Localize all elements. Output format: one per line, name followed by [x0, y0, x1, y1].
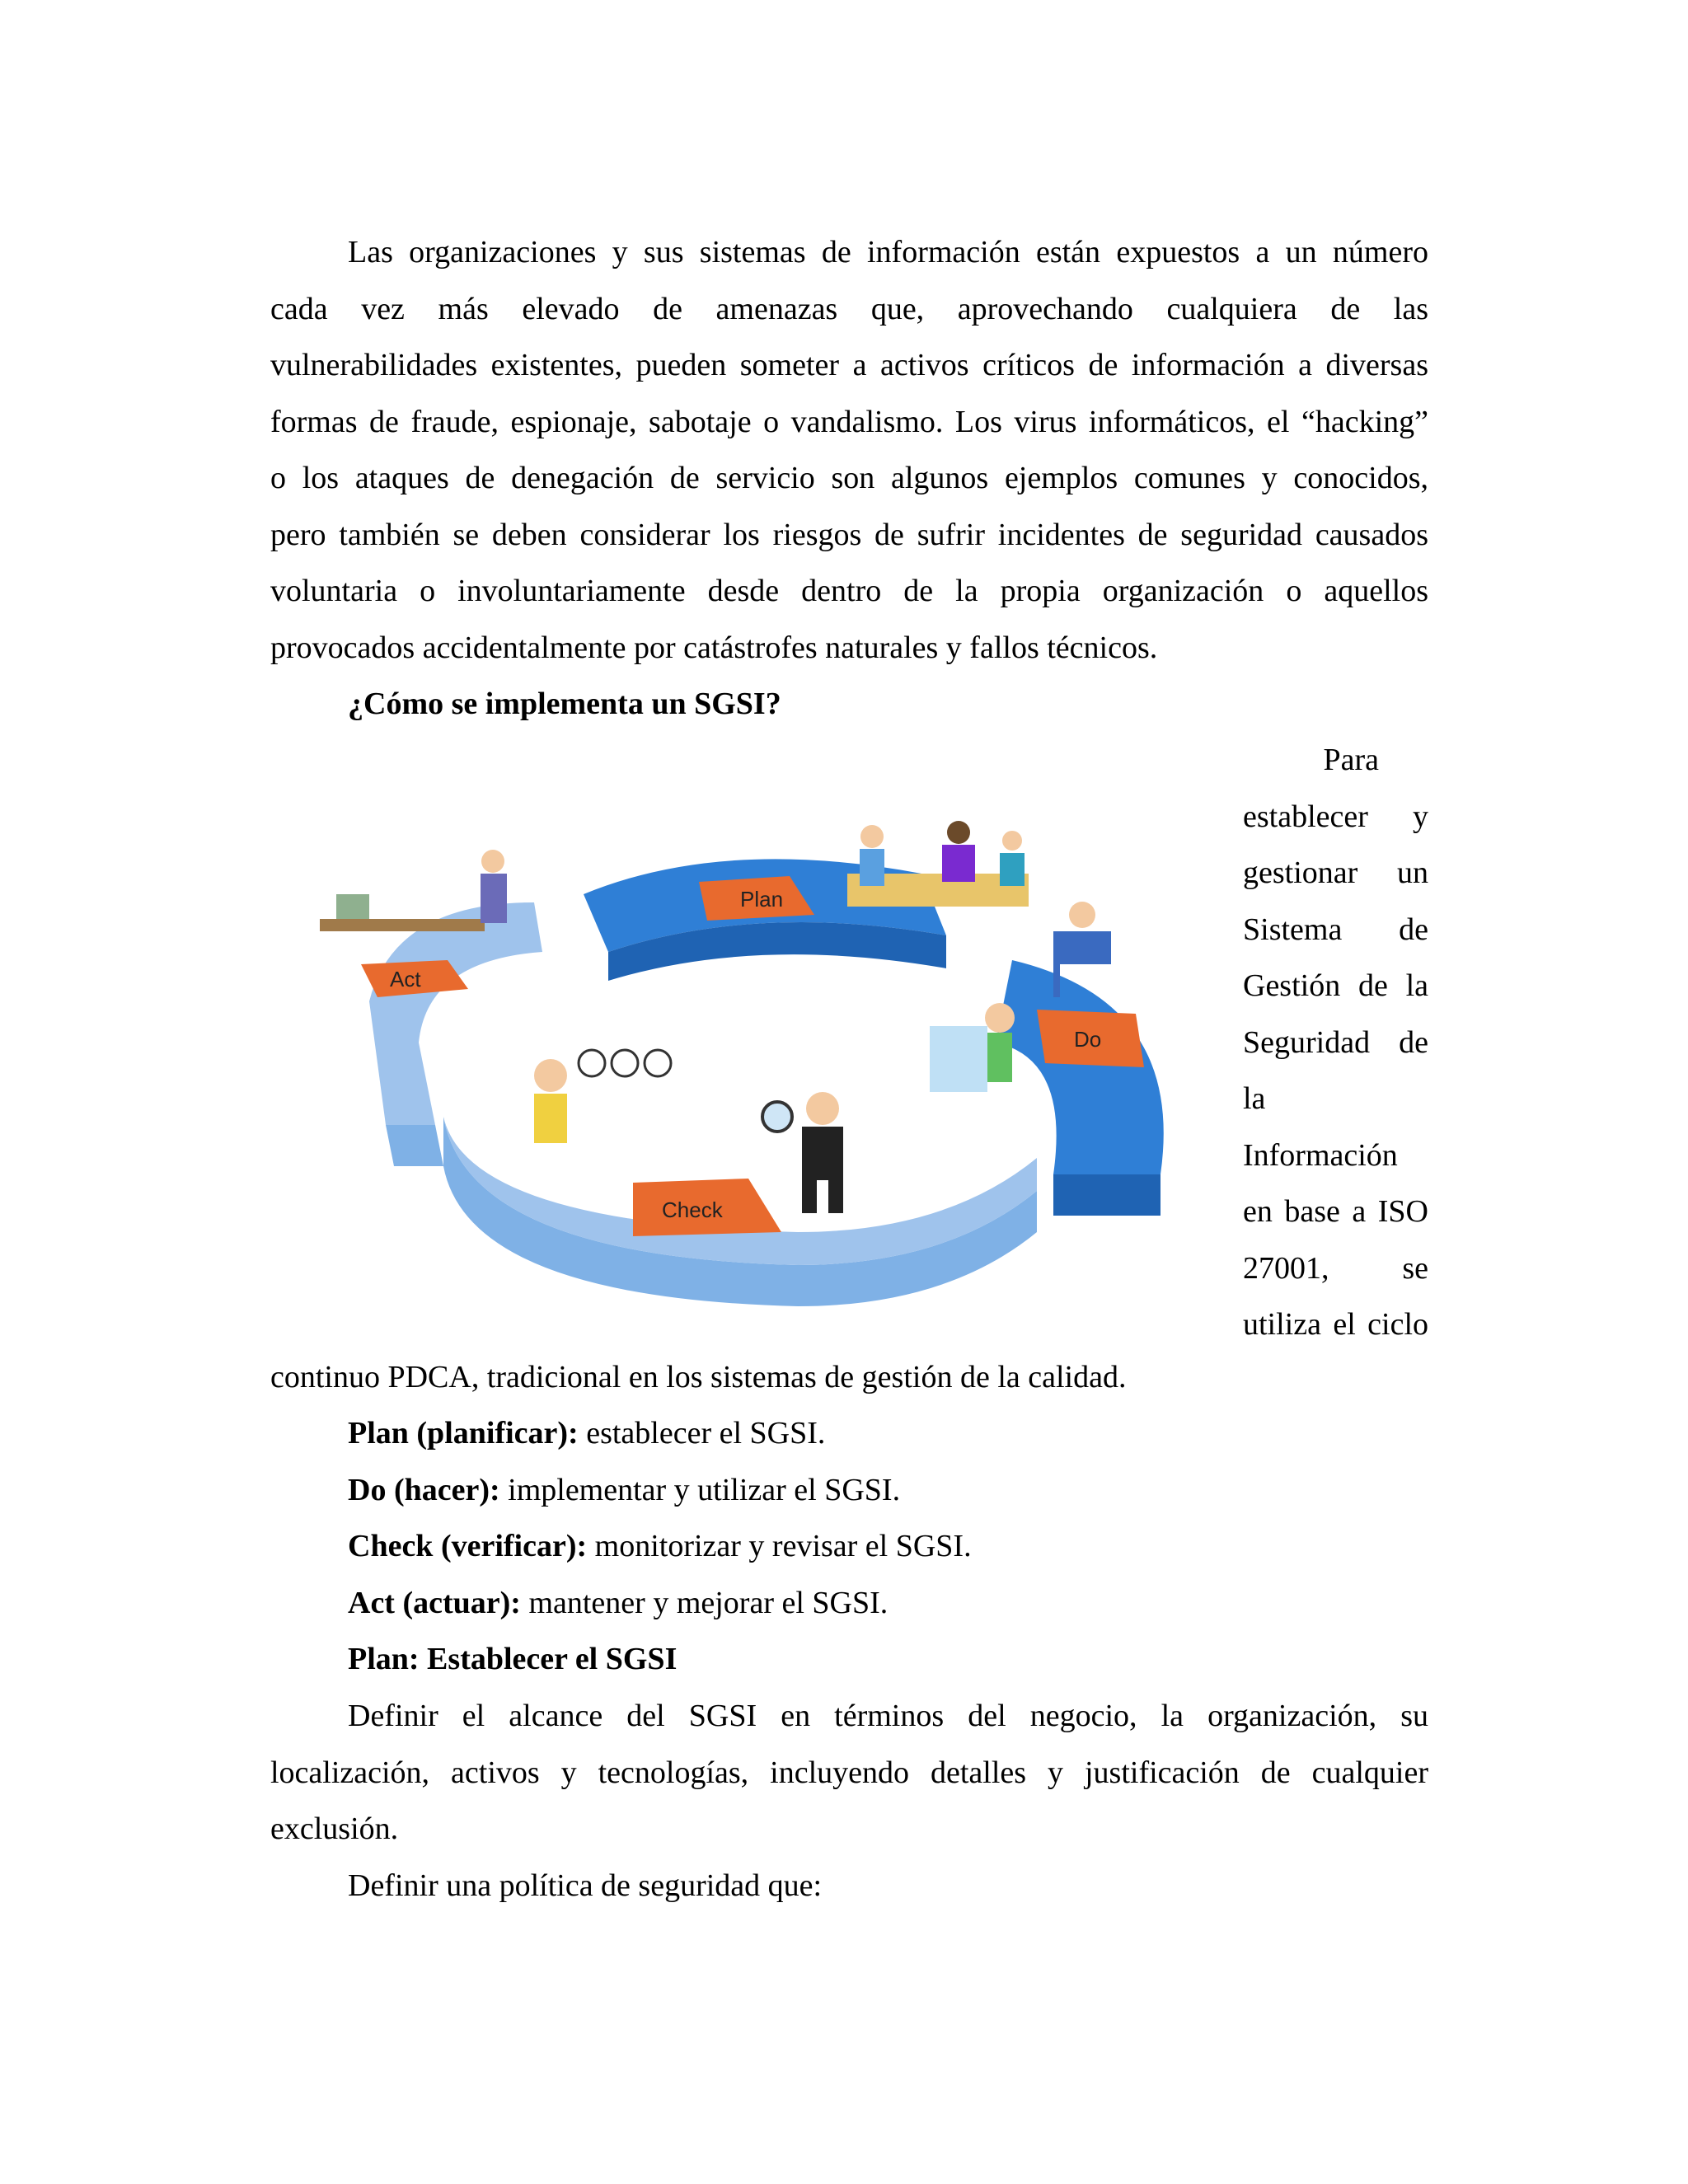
- text-line: gestionar un: [1243, 855, 1428, 890]
- list-desc: mantener y mejorar el SGSI.: [520, 1585, 889, 1620]
- act-label: Act: [390, 967, 421, 991]
- list-item: [270, 1462, 1428, 1519]
- text-line: cada vez más elevado de amenazas que, aprovechando cualquiera de las: [270, 291, 1428, 326]
- text-line: localización, activos y tecnologías, incluyendo detalles y justificación de cualquier: [270, 1755, 1428, 1790]
- list-desc: implementar y utilizar el SGSI.: [499, 1472, 901, 1507]
- list-desc: monitorizar y revisar el SGSI.: [587, 1529, 972, 1563]
- continuation-line: continuo PDCA, tradicional en los sistemas de gestión de la calidad.: [270, 1360, 1127, 1394]
- list-term: Do (hacer):: [348, 1472, 500, 1507]
- text-line: Información: [1243, 1137, 1398, 1173]
- list-term: Check (verificar):: [348, 1529, 588, 1563]
- policy-paragraph: Definir una política de seguridad que:: [348, 1868, 823, 1903]
- pdca-definitions-list: [270, 1405, 1428, 1631]
- list-term: Plan (planificar):: [348, 1416, 579, 1451]
- list-item: [270, 1518, 1428, 1575]
- text-line: Definir el alcance del SGSI en términos del negocio, la organización, su: [348, 1699, 1428, 1733]
- intro-paragraph: [270, 224, 1428, 676]
- text-line: o los ataques de denegación de servicio son algunos ejemplos comunes y conocidos,: [270, 461, 1428, 495]
- heading-how-text: ¿Cómo se implementa un SGSI?: [348, 687, 781, 721]
- text-line: pero también se deben considerar los riesgos de sufrir incidentes de seguridad causados: [270, 517, 1428, 552]
- text-line: provocados accidentalmente por catástrofes naturales y fallos técnicos.: [270, 630, 1158, 665]
- section-heading: [270, 676, 1428, 733]
- check-label: Check: [662, 1197, 723, 1222]
- text-line: exclusión.: [270, 1811, 399, 1846]
- text-line: Sistema de: [1243, 912, 1428, 947]
- plan-heading-text: Plan: Establecer el SGSI: [348, 1642, 678, 1676]
- text-line: Para: [1323, 743, 1379, 777]
- plan-label: Plan: [740, 887, 784, 912]
- text-line: formas de fraude, espionaje, sabotaje o vandalismo. Los virus informáticos, el “hacking”: [270, 404, 1428, 439]
- list-desc: establecer el SGSI.: [578, 1416, 826, 1451]
- do-label-box: [1037, 1010, 1144, 1067]
- do-label: Do: [1074, 1027, 1102, 1052]
- list-item: [270, 1575, 1428, 1632]
- text-line: 27001, se: [1243, 1250, 1428, 1286]
- text-line: Las organizaciones y sus sistemas de información están expuestos a un número: [348, 235, 1428, 269]
- text-line: utiliza el ciclo: [1243, 1307, 1428, 1342]
- text-line: establecer y: [1243, 799, 1428, 834]
- text-line: la: [1243, 1081, 1266, 1116]
- scope-paragraph: [270, 1688, 1428, 1858]
- plan-section-heading: [270, 1631, 1428, 1688]
- text-line: vulnerabilidades existentes, pueden someter a activos críticos de información a diversas: [270, 348, 1428, 382]
- wrapped-side-text: [1243, 732, 1428, 1353]
- text-line: Gestión de la: [1243, 968, 1428, 1003]
- list-item: [270, 1405, 1428, 1462]
- text-line: en base a ISO: [1243, 1194, 1428, 1229]
- text-line: voluntaria o involuntariamente desde dentro de la propia organización o aquellos: [270, 574, 1428, 608]
- pdca-cycle-image: [221, 729, 1218, 1324]
- text-line: Seguridad de: [1243, 1024, 1428, 1060]
- list-term: Act (actuar):: [348, 1585, 521, 1620]
